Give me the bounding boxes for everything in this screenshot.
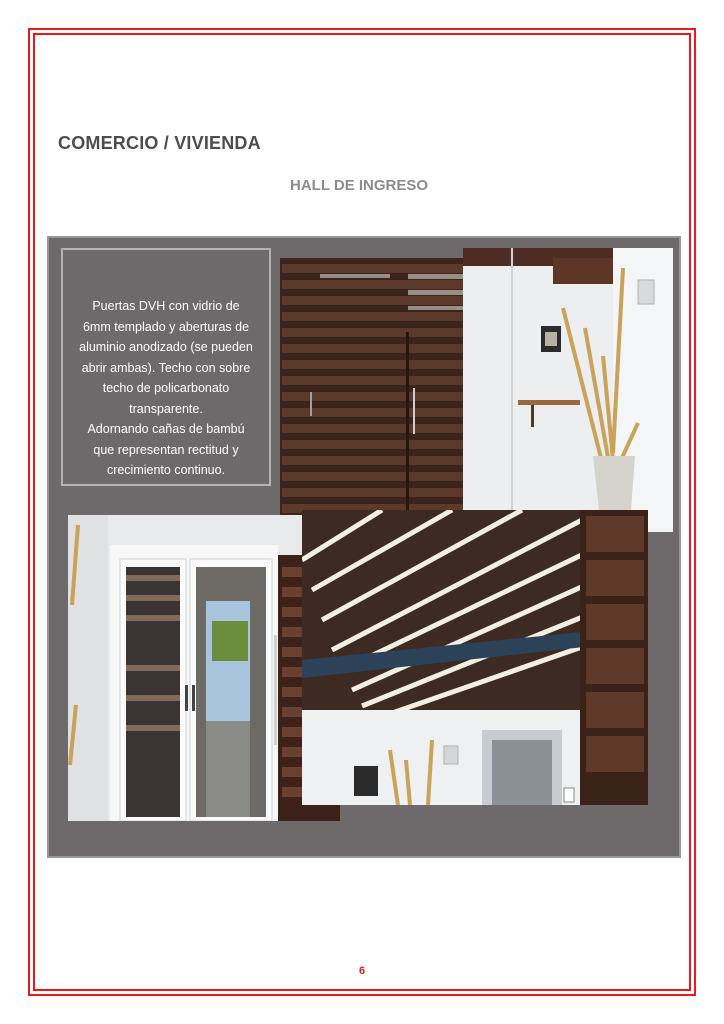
description-line: que representan rectitud y: [93, 442, 239, 457]
description-line: techo de policarbonato: [102, 381, 230, 395]
description-line: abrir ambas). Techo con sobre: [81, 360, 251, 375]
description-line: aluminio anodizado (se pueden: [79, 340, 253, 354]
page-number: 6: [358, 965, 366, 977]
description-line: transparente.: [129, 401, 203, 416]
glass-door-image: [68, 515, 340, 821]
pergola-ceiling-image: [302, 510, 648, 805]
photo-glass-door: [68, 515, 340, 821]
photo-pergola-ceiling: [302, 510, 648, 805]
description-line: Adornando cañas de bambú: [87, 422, 245, 436]
page-title: COMERCIO / VIVIENDA: [58, 133, 261, 153]
photo-bamboo-corner: [463, 248, 673, 532]
description-box: [61, 248, 271, 486]
section-subtitle: HALL DE INGRESO: [290, 177, 429, 194]
bamboo-corner-image: [463, 248, 673, 532]
description-line: Puertas DVH con vidrio de: [92, 299, 240, 313]
description-line: 6mm templado y aberturas de: [82, 319, 250, 334]
description-line: crecimiento continuo.: [106, 463, 226, 477]
